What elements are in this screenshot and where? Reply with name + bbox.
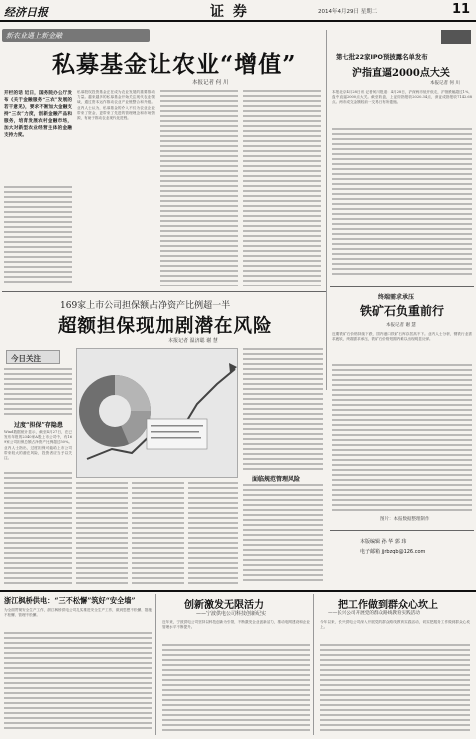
story2-column-6 bbox=[243, 484, 323, 584]
story2-column-1 bbox=[4, 368, 72, 418]
sidebar1-title: 沪指直逼2000点大关 bbox=[352, 68, 450, 79]
header-rule bbox=[0, 20, 476, 22]
sidebar2-body: 近期铁矿石价格持续下跌，国内港口铁矿石库存居高不下。业内人士分析，钢铁行业需求疲软，终端需求承压，铁矿石价格短期内难以出现明显反弹。 bbox=[332, 332, 472, 342]
story2-tag-label: 今日关注 bbox=[11, 354, 41, 363]
sidebar2-column bbox=[332, 364, 472, 514]
story1-body: 私募股权投资基金正在成为农业发展的重要推动力量。越来越多的私募基金开始关注现代农业领域，通过资本运作推动农业产业链整合和升级。业内人士认为，私募基金的介入不仅为农业企业带来了资金，更带来了先进的管理理念和市场资源，有助于推动农业现代化进程。 bbox=[77, 90, 155, 121]
masthead bbox=[0, 0, 476, 22]
story2-body: Wind数据统计显示，截至4月27日，在已发布年报的2340家A股上市公司中，有169家公司担保总额占净资产比例超过50%。业内人士指出，过度担保可能给上市公司带来较大的潜在风险，投资者应当予以关注。 bbox=[4, 430, 72, 461]
issue-date: 2014年4月29日 星期二 bbox=[318, 9, 378, 15]
story2-tag bbox=[6, 350, 60, 364]
story1-column-4 bbox=[243, 90, 321, 286]
newspaper-logo: 经济日报 bbox=[4, 6, 48, 19]
story2-column-1b bbox=[4, 472, 72, 584]
story2-byline: 本报记者 温济聪 谢 慧 bbox=[168, 338, 218, 344]
bottom-article-1-body: 为全面贯彻安全生产工作，浙江枫桥供电公司扎实推进安全生产工作，做到思想不松懈、措施不松懈、管理不松懈。 bbox=[4, 608, 152, 618]
sidebar1-byline: 本报记者 何 川 bbox=[430, 81, 460, 86]
editors-line2: 电子邮箱 jjrbzqb@126.com bbox=[360, 549, 426, 555]
story2-subhead2: 面临规范管理风险 bbox=[252, 476, 301, 483]
sidebar1-title-sub: 第七批22家IPO预披露名单发布 bbox=[336, 53, 428, 61]
donut-chart-graphic bbox=[77, 349, 238, 478]
sidebar1-column bbox=[332, 128, 472, 278]
story2-column-5 bbox=[243, 348, 323, 472]
bottom-article-1-column bbox=[4, 632, 152, 732]
bottom-article-3-body: 今年以来，长兴供电公司深入开展党的群众路线教育实践活动，切实把服务工作做到群众心坎上。 bbox=[320, 620, 470, 630]
story1-byline: 本报记者 何 川 bbox=[192, 80, 229, 86]
editors-rule bbox=[330, 530, 474, 531]
sidebar2-byline: 本报记者 谢 慧 bbox=[386, 323, 416, 328]
bottom-band-top-rule bbox=[0, 590, 476, 592]
story2-subhead1: 过度“担保”存隐患 bbox=[14, 422, 63, 429]
bottom-article-2-column bbox=[162, 644, 310, 732]
series-banner-label: 新农业遇上新金融 bbox=[6, 32, 62, 40]
sidebar2-note: 图片：本报数据整理制作 bbox=[380, 517, 430, 522]
col-divider-main bbox=[326, 30, 327, 390]
bottom-article-1-headline: 浙江枫桥供电：“三不松懈”筑好“安全墙” bbox=[4, 596, 136, 605]
bottom-article-1 bbox=[2, 594, 156, 735]
story1-headline: 私募基金让农业“增值” bbox=[52, 51, 297, 78]
bottom-article-3-subhead: ——长兴公司开展党的群众路线教育实践活动 bbox=[328, 611, 420, 616]
bottom-article-2-body: 近年来，宁波供电公司坚持以科技创新为引领，不断激发企业创新活力，推动电网建设和企业管理水平不断提升。 bbox=[162, 620, 310, 630]
sidebar2-headline: 铁矿石负重前行 bbox=[360, 304, 445, 318]
bottom-article-3-headline: 把工作做到群众心坎上 bbox=[338, 600, 438, 611]
bottom-article-3-column bbox=[320, 644, 470, 732]
story2-column-2 bbox=[76, 482, 128, 584]
story2-kicker: 169家上市公司担保额占净资产比例超一半 bbox=[60, 301, 231, 311]
editors-line1: 本版编辑 孙 华 郭 玮 bbox=[360, 539, 407, 545]
bottom-article-2 bbox=[160, 594, 314, 735]
story2-column-4 bbox=[188, 482, 238, 584]
story1-column-3 bbox=[160, 90, 238, 286]
page-number: 11 bbox=[452, 2, 471, 17]
bottom-article-3 bbox=[318, 594, 474, 735]
bottom-article-2-subhead: ——宁波供电公司科技创新纪实 bbox=[196, 611, 267, 617]
story1-column-1 bbox=[4, 186, 72, 286]
story2-headline: 超额担保现加剧潜在风险 bbox=[58, 316, 273, 337]
bottom-article-2-headline: 创新激发无限活力 bbox=[184, 600, 264, 611]
section-title: 证 券 bbox=[210, 4, 249, 20]
story2-figure bbox=[76, 348, 238, 478]
series-banner bbox=[2, 29, 150, 42]
story2-column-3 bbox=[132, 482, 184, 584]
story1-bottom-rule bbox=[2, 291, 326, 292]
sidebar1-bottom-rule bbox=[330, 286, 474, 287]
sidebar2-kicker: 终端需求承压 bbox=[378, 294, 415, 301]
sidebar1-badge bbox=[441, 30, 471, 44]
sidebar1-body: 本报北京4月28日讯 记者何川报道：4月28日，沪深两市低开低走，沪指跌幅超过1%，盘中直逼2000点大关。截至收盘，上证综指报收2020.34点，深证成指报收7142.68点。两市成交金额较前一交易日有所萎缩。 bbox=[332, 90, 472, 105]
story1-lead: 开栏的话 近日，国务院办公厅发布《关于金融服务“三农”发展的若干意见》，要求不断加大金融支持“三农”力度，创新金融产品和服务，培育发展农村金融市场，加大对新型农业经营主体的金融支持力度。 bbox=[4, 91, 72, 138]
